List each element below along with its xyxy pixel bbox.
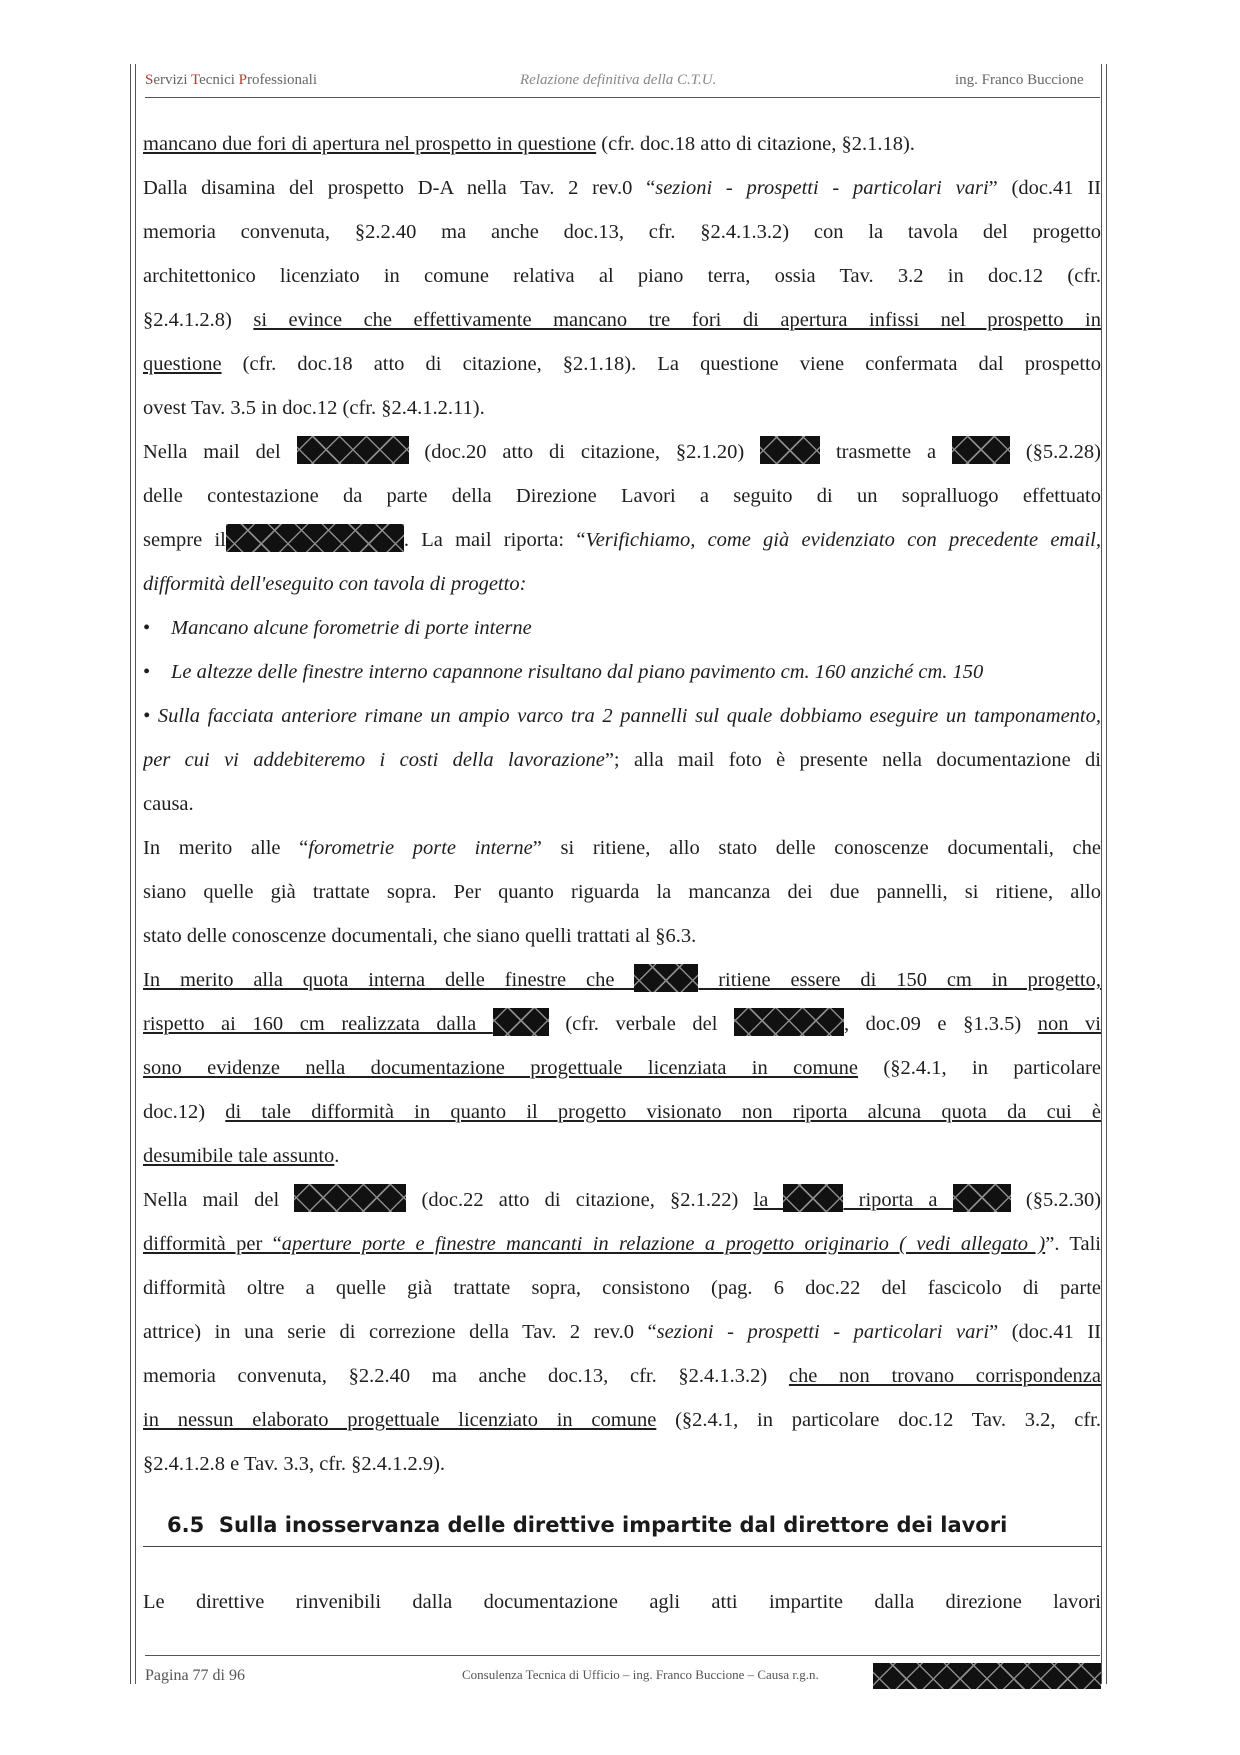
text-line: stato delle conoscenze documentali, che siano quelli trattati al §6.3. xyxy=(143,925,697,947)
page-frame-left xyxy=(130,64,136,1684)
text-line: rispetto ai 160 cm realizzata dalla (cfr. verbale del , doc.09 e §1.3.5) non vi xyxy=(143,1002,1101,1046)
redaction-box xyxy=(294,1184,406,1212)
section-heading xyxy=(167,1513,1007,1537)
redaction-box xyxy=(734,1008,844,1036)
text-line: siano quelle già trattate sopra. Per quanto riguarda la mancanza dei due pannelli, si ritiene, allo xyxy=(143,881,1101,903)
text-line: questione (cfr. doc.18 atto di citazione, §2.1.18). La questione viene confermata dal prospetto xyxy=(143,353,1101,375)
text-line: Nella mail del (doc.20 atto di citazione, §2.1.20) trasmette a (§5.2.28) xyxy=(143,430,1101,474)
text-line: sempre il . La mail riporta: “Verifichiamo, come già evidenziato con precedente email, xyxy=(143,518,1101,562)
bullet-item: • Le altezze delle finestre interno capannone risultano dal piano pavimento cm. 160 anziché cm. 150 xyxy=(143,661,984,683)
footer-rule xyxy=(145,1655,1100,1656)
text-line: memoria convenuta, §2.2.40 ma anche doc.13, cfr. §2.4.1.3.2) che non trovano corrispondenza xyxy=(143,1365,1101,1387)
section-title: Sulla inosservanza delle direttive impartite dal direttore dei lavori xyxy=(218,1513,1008,1537)
redaction-box xyxy=(226,524,404,552)
text-line: difformità dell'eseguito con tavola di progetto: xyxy=(143,573,527,595)
text-line: §2.4.1.2.8) si evince che effettivamente mancano tre fori di apertura infissi nel prospetto in xyxy=(143,309,1101,331)
redaction-box xyxy=(634,964,698,992)
redaction-box xyxy=(760,436,820,464)
text-line: difformità oltre a quelle già trattate sopra, consistono (pag. 6 doc.22 del fascicolo di parte xyxy=(143,1277,1101,1299)
text-line: Nella mail del (doc.22 atto di citazione, §2.1.22) la riporta a (§5.2.30) xyxy=(143,1178,1101,1222)
bullet-item: • Mancano alcune forometrie di porte interne xyxy=(143,617,532,639)
document-body xyxy=(143,122,1101,1486)
footer-caption: Consulenza Tecnica di Ufficio – ing. Franco Buccione – Causa r.g.n. xyxy=(462,1667,819,1682)
text-line: desumibile tale assunto. xyxy=(143,1145,340,1167)
section-number: 6.5 xyxy=(167,1513,205,1537)
text-line: In merito alle “forometrie porte interne” si ritiene, allo stato delle conoscenze documentali, che xyxy=(143,837,1101,859)
header-author: ing. Franco Buccione xyxy=(955,72,1084,88)
text-line: sono evidenze nella documentazione progettuale licenziata in comune (§2.4.1, in particolare xyxy=(143,1057,1101,1079)
text-line: doc.12) di tale difformità in quanto il progetto visionato non riporta alcuna quota da cui è xyxy=(143,1101,1101,1123)
text-line: causa. xyxy=(143,793,194,815)
text-line: memoria convenuta, §2.2.40 ma anche doc.13, cfr. §2.4.1.3.2) con la tavola del progetto xyxy=(143,221,1101,243)
redaction-box xyxy=(783,1184,843,1212)
text-line: In merito alla quota interna delle finestre che ritiene essere di 150 cm in progetto, xyxy=(143,958,1101,1002)
text-line: in nessun elaborato progettuale licenziato in comune (§2.4.1, in particolare doc.12 Tav. 3.2, cfr. xyxy=(143,1409,1101,1431)
header-title: Relazione definitiva della C.T.U. xyxy=(520,72,717,88)
text-line: §2.4.1.2.8 e Tav. 3.3, cfr. §2.4.1.2.9). xyxy=(143,1453,446,1475)
redaction-box xyxy=(297,436,409,464)
header-left: Servizi Tecnici Professionali xyxy=(145,72,317,88)
text-line: Le direttive rinvenibili dalla documentazione agli atti impartite dalla direzione lavori xyxy=(143,1591,1101,1613)
text-line: delle contestazione da parte della Direzione Lavori a seguito di un sopralluogo effettuato xyxy=(143,485,1101,507)
page-frame-right xyxy=(1101,64,1107,1684)
text-line: mancano due fori di apertura nel prospetto in questione (cfr. doc.18 atto di citazione, §2.1.18). xyxy=(143,133,915,155)
page-number: Pagina 77 di 96 xyxy=(145,1667,245,1684)
section-rule xyxy=(143,1546,1101,1547)
redaction-box xyxy=(953,1184,1011,1212)
redaction-box xyxy=(952,436,1010,464)
text-line: Dalla disamina del prospetto D-A nella Tav. 2 rev.0 “sezioni - prospetti - particolari vari” (doc.41 II xyxy=(143,177,1101,199)
text-line: architettonico licenziato in comune relativa al piano terra, ossia Tav. 3.2 in doc.12 (cfr. xyxy=(143,265,1101,287)
bullet-item: • Sulla facciata anteriore rimane un ampio varco tra 2 pannelli sul quale dobbiamo eseguire un tamponamento, xyxy=(143,705,1101,727)
redaction-box xyxy=(873,1663,1101,1689)
text-line: difformità per “aperture porte e finestre mancanti in relazione a progetto originario ( vedi allegato )”. Tali xyxy=(143,1233,1101,1255)
header-rule xyxy=(145,97,1100,98)
redaction-box xyxy=(493,1008,549,1036)
text-line: per cui vi addebiteremo i costi della lavorazione”; alla mail foto è presente nella documentazione di xyxy=(143,749,1101,771)
text-line: attrice) in una serie di correzione della Tav. 2 rev.0 “sezioni - prospetti - particolari vari” (doc.41 II xyxy=(143,1321,1101,1343)
text-line: ovest Tav. 3.5 in doc.12 (cfr. §2.4.1.2.11). xyxy=(143,397,485,419)
